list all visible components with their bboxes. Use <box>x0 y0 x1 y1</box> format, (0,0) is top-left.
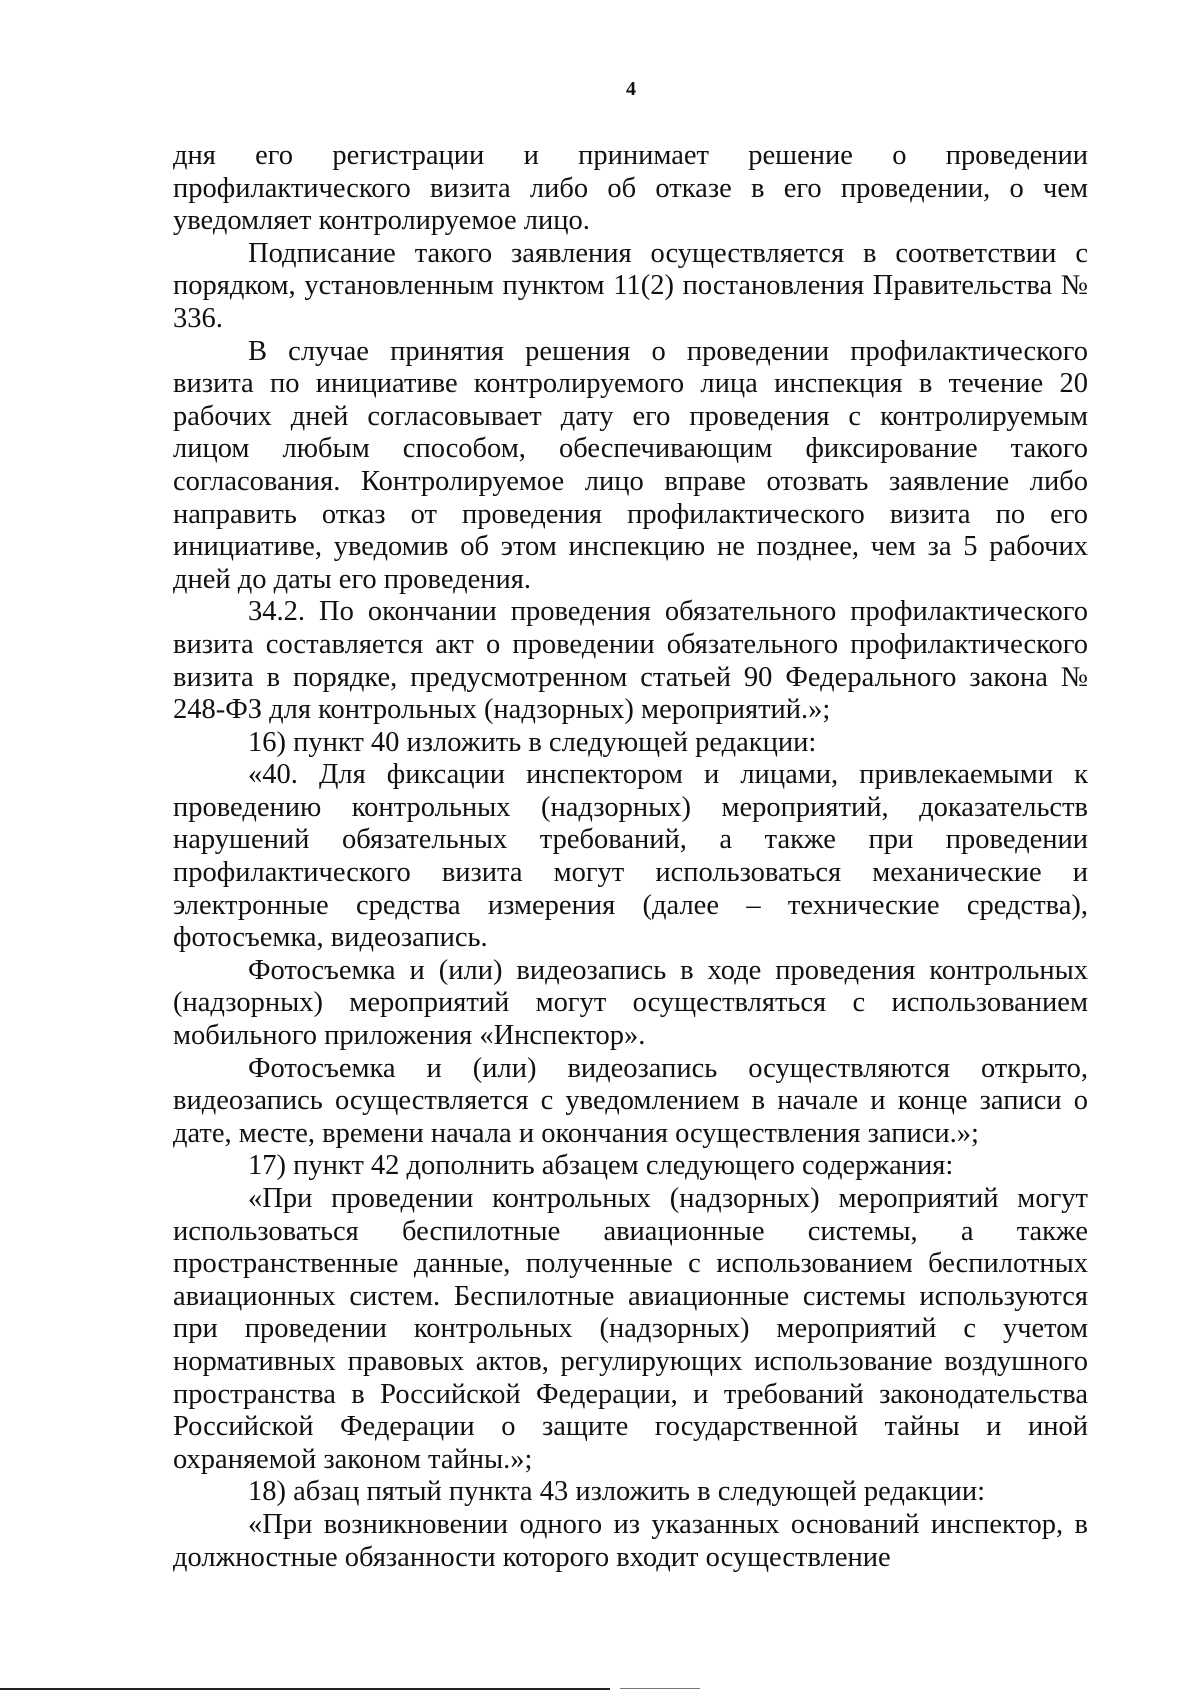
paragraph-34-2: 34.2. По окончании проведения обязательного профилактического визита составляется акт о проведении обязательного профилактического визита в порядке, предусмотренном статьей 90 Федерального закона № 248-ФЗ для контрольных (надзорных) мероприятий.»; <box>173 596 1088 726</box>
paragraph-item-17: 17) пункт 42 дополнить абзацем следующего содержания: <box>248 1150 954 1182</box>
paragraph-item-16: 16) пункт 40 изложить в следующей редакции: <box>248 726 817 758</box>
paragraph-drones: «При проведении контрольных (надзорных) мероприятий могут использоваться беспилотные авиационные системы, а также пространственные данные, полученные с использованием беспилотных авиационных систем. Беспилотные авиационные системы используются при проведении контрольных (надзорных) мероприятий с учетом нормативных правовых актов, регулирующих использование воздушного пространства в Российской Федерации, и требований законодательства Российской Федерации о защите государственной тайны и иной охраняемой законом тайны.»; <box>173 1183 1088 1475</box>
paragraph-signing: Подписание такого заявления осуществляется в соответствии с порядком, установленным пунктом 11(2) постановления Правительства № 336. <box>173 237 1088 334</box>
paragraph-grounds: «При возникновении одного из указанных оснований инспектор, в должностные обязанности которого входит осуществление <box>173 1508 1088 1573</box>
page-number: 4 <box>626 78 636 100</box>
paragraph-point-40: «40. Для фиксации инспектором и лицами, привлекаемыми к проведению контрольных (надзорных) мероприятий, доказательств нарушений обязательных требований, а также при проведении профилактического визита могут использоваться механические и электронные средства измерения (далее – технические средства), фотосъемка, видеозапись. <box>173 759 1088 954</box>
paragraph-photo-open: Фотосъемка и (или) видеозапись осуществляются открыто, видеозапись осуществляется с уведомлением в начале и конце записи о дате, месте, времени начала и окончания осуществления записи.»; <box>173 1052 1088 1149</box>
paragraph-decision: В случае принятия решения о проведении профилактического визита по инициативе контролируемого лица инспекция в течение 20 рабочих дней согласовывает дату его проведения с контролируемым лицом любым способом, обеспечивающим фиксирование такого согласования. Контролируемое лицо вправе отозвать заявление либо направить отказ от проведения профилактического визита по его инициативе, уведомив об этом инспекцию не позднее, чем за 5 рабочих дней до даты его проведения. <box>173 335 1088 595</box>
scan-edge-line <box>0 1688 610 1690</box>
scan-edge-line-faint <box>620 1688 700 1689</box>
paragraph-continuation: дня его регистрации и принимает решение о проведении профилактического визита либо об отказе в его проведении, о чем уведомляет контролируемое лицо. <box>173 140 1088 237</box>
document-body <box>173 140 1088 1574</box>
paragraph-item-18: 18) абзац пятый пункта 43 изложить в следующей редакции: <box>248 1476 986 1508</box>
paragraph-photo-inspector: Фотосъемка и (или) видеозапись в ходе проведения контрольных (надзорных) мероприятий могут осуществляться с использованием мобильного приложения «Инспектор». <box>173 954 1088 1052</box>
